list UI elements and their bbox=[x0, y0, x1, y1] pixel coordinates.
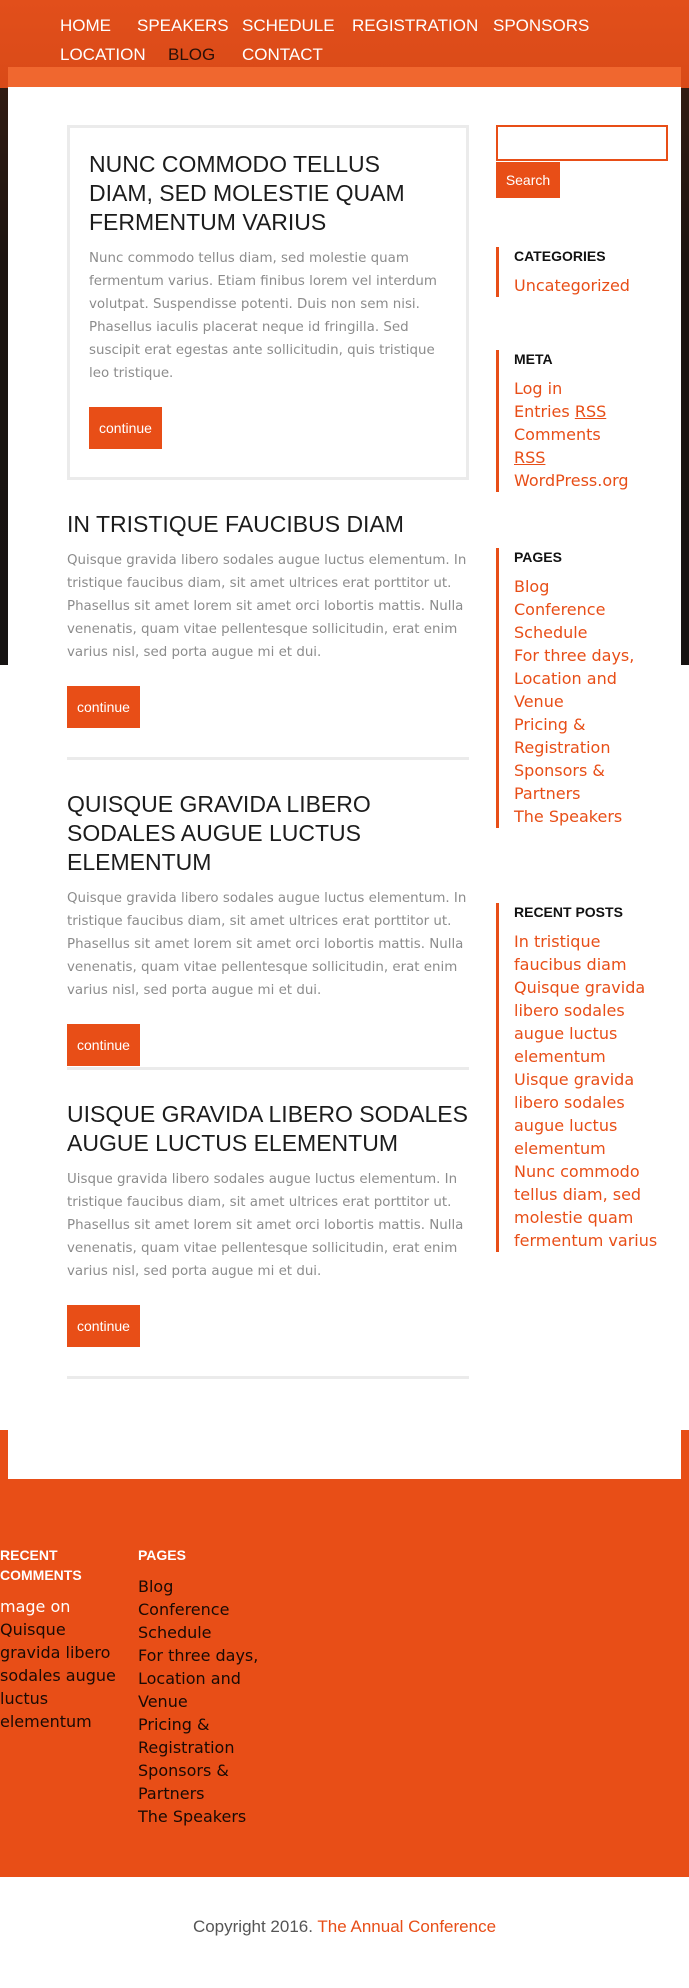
post-title[interactable]: QUISQUE GRAVIDA LIBERO SODALES AUGUE LUCTUS ELEMENTUM bbox=[67, 791, 371, 875]
rss-abbr: RSS bbox=[514, 448, 546, 467]
page-link[interactable]: Blog bbox=[138, 1577, 174, 1596]
post-featured bbox=[67, 125, 469, 480]
nav-blog[interactable]: BLOG bbox=[168, 45, 216, 64]
nav-speakers[interactable]: SPEAKERS bbox=[137, 16, 229, 35]
comment-on: on bbox=[50, 1597, 71, 1616]
nav-contact[interactable]: CONTACT bbox=[242, 45, 323, 64]
page-link[interactable]: The Speakers bbox=[514, 807, 623, 826]
copyright bbox=[0, 1917, 689, 1937]
footer-edge-left bbox=[0, 1430, 8, 1480]
page-link[interactable]: Pricing & Registration bbox=[138, 1715, 235, 1757]
comments-label: Comments bbox=[514, 425, 601, 444]
search-button[interactable]: Search bbox=[496, 162, 560, 198]
widget-title: RECENT POSTS bbox=[514, 904, 623, 920]
comment-author: mage bbox=[0, 1597, 46, 1616]
recent-posts-widget bbox=[496, 903, 668, 1252]
nav-schedule[interactable]: SCHEDULE bbox=[242, 16, 335, 35]
widget-title: META bbox=[514, 351, 553, 367]
page-link[interactable]: Sponsors & Partners bbox=[514, 761, 605, 803]
page-link[interactable]: For three days, Location and Venue bbox=[138, 1646, 259, 1711]
pages-widget bbox=[496, 548, 668, 828]
widget-title: PAGES bbox=[514, 549, 562, 565]
meta-wordpress-link[interactable]: WordPress.org bbox=[514, 471, 629, 490]
page-link[interactable]: Conference Schedule bbox=[514, 600, 606, 642]
recent-post-link[interactable]: Uisque gravida libero sodales augue luctus elementum bbox=[514, 1070, 635, 1158]
recent-post-link[interactable]: In tristique faucibus diam bbox=[514, 932, 627, 974]
continue-button[interactable]: continue bbox=[89, 407, 162, 449]
search-input[interactable] bbox=[496, 125, 668, 161]
continue-button[interactable]: continue bbox=[67, 1305, 140, 1347]
site-link[interactable]: The Annual Conference bbox=[317, 1917, 497, 1936]
comment-entry bbox=[0, 1595, 126, 1733]
comment-post-link[interactable]: Quisque gravida libero sodales augue luctus elementum bbox=[0, 1620, 116, 1731]
meta-login-link[interactable]: Log in bbox=[514, 379, 563, 398]
header-accent-strip bbox=[8, 67, 681, 87]
nav-sponsors[interactable]: SPONSORS bbox=[493, 16, 590, 35]
widget-title: RECENT COMMENTS bbox=[0, 1547, 82, 1583]
post-divider bbox=[67, 757, 469, 760]
post-excerpt: Quisque gravida libero sodales augue luctus elementum. In tristique faucibus diam, sit amet ultrices erat porttitor ut. Phasellus sit amet lorem sit amet orci lobortis mattis. Nulla venenatis, quam vitae pellentesque sollicitudin, erat enim varius nisl, sed porta augue mi et dui. bbox=[67, 891, 467, 998]
copyright-text: Copyright 2016. bbox=[192, 1917, 313, 1936]
page-link[interactable]: Conference Schedule bbox=[138, 1600, 230, 1642]
nav-registration[interactable]: REGISTRATION bbox=[352, 16, 479, 35]
entries-label: Entries bbox=[514, 402, 570, 421]
categories-widget bbox=[496, 247, 668, 297]
page-link[interactable]: Blog bbox=[514, 577, 550, 596]
meta-comments-link[interactable] bbox=[514, 423, 668, 469]
footer-pages-widget bbox=[138, 1545, 278, 1828]
page-link[interactable]: Sponsors & Partners bbox=[138, 1761, 229, 1803]
widget-title: CATEGORIES bbox=[514, 248, 606, 264]
meta-widget bbox=[496, 350, 668, 492]
post-title[interactable]: NUNC COMMODO TELLUS DIAM, SED MOLESTIE QUAM FERMENTUM VARIUS bbox=[89, 151, 405, 235]
recent-post-link[interactable]: Quisque gravida libero sodales augue luctus elementum bbox=[514, 978, 646, 1066]
post-item bbox=[67, 1100, 469, 1347]
page-link[interactable]: The Speakers bbox=[138, 1807, 247, 1826]
recent-post-link[interactable]: Nunc commodo tellus diam, sed molestie quam fermentum varius bbox=[514, 1162, 658, 1250]
post-item bbox=[67, 510, 469, 728]
nav-location[interactable]: LOCATION bbox=[60, 45, 146, 64]
recent-comments-widget bbox=[0, 1545, 126, 1733]
continue-button[interactable]: continue bbox=[67, 686, 140, 728]
post-title[interactable]: UISQUE GRAVIDA LIBERO SODALES AUGUE LUCTUS ELEMENTUM bbox=[67, 1101, 468, 1156]
post-excerpt: Uisque gravida libero sodales augue luctus elementum. In tristique faucibus diam, sit amet ultrices erat porttitor ut. Phasellus sit amet lorem sit amet orci lobortis mattis. Nulla venenatis, quam vitae pellentesque sollicitudin, erat enim varius nisl, sed porta augue mi et dui. bbox=[67, 1172, 464, 1279]
footer bbox=[0, 1479, 689, 1877]
category-link[interactable]: Uncategorized bbox=[514, 276, 630, 295]
rss-abbr: RSS bbox=[574, 402, 607, 421]
widget-title: PAGES bbox=[138, 1547, 186, 1563]
post-divider bbox=[67, 1067, 469, 1070]
nav-home[interactable]: HOME bbox=[60, 16, 111, 35]
continue-button[interactable]: continue bbox=[67, 1024, 140, 1066]
meta-entries-link[interactable] bbox=[514, 400, 668, 423]
post-divider bbox=[67, 1376, 469, 1379]
post-excerpt: Nunc commodo tellus diam, sed molestie quam fermentum varius. Etiam finibus lorem vel interdum volutpat. Suspendisse potenti. Duis non sem nisi. Phasellus iaculis placerat neque id fringilla. Sed suscipit erat egestas ante sollicitudin, quis tristique leo tristique. bbox=[89, 251, 437, 381]
post-excerpt: Quisque gravida libero sodales augue luctus elementum. In tristique faucibus diam, sit amet ultrices erat porttitor ut. Phasellus sit amet lorem sit amet orci lobortis mattis. Nulla venenatis, quam vitae pellentesque sollicitudin, erat enim varius nisl, sed porta augue mi et dui. bbox=[67, 553, 467, 660]
footer-edge-right bbox=[681, 1430, 689, 1480]
page-link[interactable]: Pricing & Registration bbox=[514, 715, 611, 757]
post-title[interactable]: IN TRISTIQUE FAUCIBUS DIAM bbox=[67, 511, 404, 537]
post-item bbox=[67, 790, 469, 1066]
page-link[interactable]: For three days, Location and Venue bbox=[514, 646, 635, 711]
